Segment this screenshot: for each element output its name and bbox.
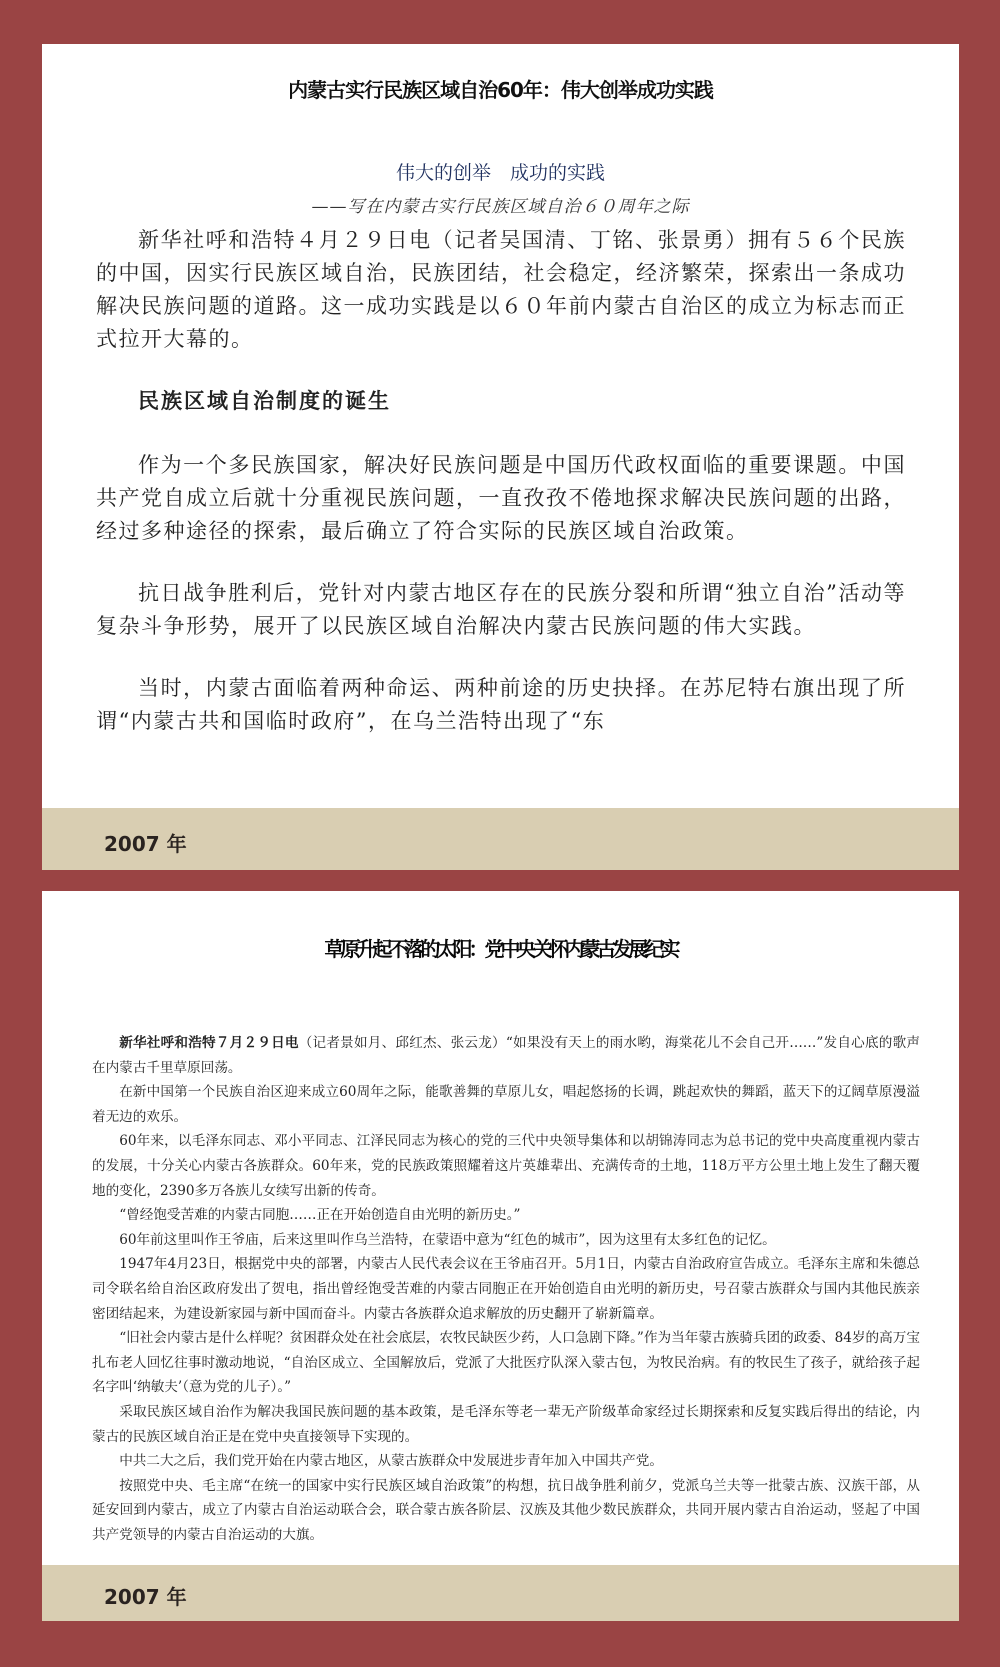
year-label: 2007 年 <box>104 1585 187 1609</box>
article-card-bottom <box>42 891 959 1621</box>
paragraph: 采取民族区域自治作为解决我国民族问题的基本政策，是毛泽东等老一辈无产阶级革命家经过长期探索和反复实践后得出的结论，内蒙古的民族区域自治正是在党中央直接领导下实现的。 <box>92 1403 920 1445</box>
paragraph: 按照党中央、毛主席“在统一的国家中实行民族区域自治政策”的构想，抗日战争胜利前夕，党派乌兰夫等一批蒙古族、汉族干部，从延安回到内蒙古，成立了内蒙古自治运动联合会，联合蒙古族各阶层、汉族及其他少数民族群众，共同开展内蒙古自治运动，竖起了中国共产党领导的内蒙古自治运动的大旗。 <box>92 1477 920 1543</box>
article-body-top <box>96 224 906 767</box>
paragraph: 当时，内蒙古面临着两种命运、两种前途的历史抉择。在苏尼特右旗出现了所谓“内蒙古共和国临时政府”，在乌兰浩特出现了“东 <box>96 676 906 733</box>
year-label: 2007 年 <box>104 832 187 856</box>
year-footer-top <box>42 808 959 870</box>
paragraph <box>92 1031 920 1080</box>
paragraph: 60年来，以毛泽东同志、邓小平同志、江泽民同志为核心的党的三代中央领导集体和以胡锦涛同志为总书记的党中央高度重视内蒙古的发展，十分关心内蒙古各族群众。60年来，党的民族政策照耀着这片英雄辈出、充满传奇的土地，118万平方公里土地上发生了翻天覆地的变化，2390多万各族儿女续写出新的传奇。 <box>92 1133 920 1199</box>
paragraph: “旧社会内蒙古是什么样呢？贫困群众处在社会底层，农牧民缺医少药，人口急剧下降。”作为当年蒙古族骑兵团的政委、84岁的高万宝扎布老人回忆往事时激动地说，“自治区成立、全国解放后，党派了大批医疗队深入蒙古包，为牧民治病。有的牧民生了孩子，就给孩子起名字叫‘纳敏夫’（意为党的儿子）。” <box>92 1330 920 1396</box>
dateline: 新华社呼和浩特７月２９日电 <box>119 1035 299 1051</box>
section-heading: 民族区域自治制度的诞生 <box>138 389 391 413</box>
headline-top: 内蒙古实行民族区域自治60年：伟大创举成功实践 <box>288 78 713 102</box>
paragraph: 新华社呼和浩特４月２９日电（记者吴国清、丁铭、张景勇）拥有５６个民族的中国，因实行民族区域自治，民族团结，社会稳定，经济繁荣，探索出一条成功解决民族问题的道路。这一成功实践是以６０年前内蒙古自治区的成立为标志而正式拉开大幕的。 <box>96 228 906 351</box>
paragraph: 中共二大之后，我们党开始在内蒙古地区，从蒙古族群众中发展进步青年加入中国共产党。 <box>119 1453 663 1470</box>
headline-bottom: 草原升起不落的太阳：党中央关怀内蒙古发展纪实 <box>324 937 677 961</box>
paragraph-text: （记者景如月、邱红杰、张云龙）“如果没有天上的雨水哟，海棠花儿不会自己开……”发自心底的歌声在内蒙古千里草原回荡。 <box>92 1035 921 1076</box>
paragraph: 抗日战争胜利后，党针对内蒙古地区存在的民族分裂和所谓“独立自治”活动等复杂斗争形势，展开了以民族区域自治解决内蒙古民族问题的伟大实践。 <box>96 581 906 638</box>
paragraph: 60年前这里叫作王爷庙，后来这里叫作乌兰浩特，在蒙语中意为“红色的城市”，因为这里有太多红色的记忆。 <box>119 1231 776 1248</box>
paragraph: 在新中国第一个民族自治区迎来成立60周年之际，能歌善舞的草原儿女，唱起悠扬的长调，跳起欢快的舞蹈，蓝天下的辽阔草原漫溢着无边的欢乐。 <box>92 1084 920 1125</box>
paragraph: 1947年4月23日，根据党中央的部署，内蒙古人民代表会议在王爷庙召开。5月1日，内蒙古自治政府宣告成立。毛泽东主席和朱德总司令联名给自治区政府发出了贺电，指出曾经饱受苦难的内蒙古同胞正在开始创造自由光明的新历史，号召蒙古族群众与国内其他民族亲密团结起来，为建设新家园与新中国而奋斗。内蒙古各族群众追求解放的历史翻开了崭新篇章。 <box>92 1256 920 1322</box>
paragraph: “曾经饱受苦难的内蒙古同胞……正在开始创造自由光明的新历史。” <box>119 1207 521 1224</box>
subtitle-top: 伟大的创举 成功的实践 <box>395 162 605 184</box>
year-footer-bottom <box>42 1565 959 1621</box>
paragraph: 作为一个多民族国家，解决好民族问题是中国历代政权面临的重要课题。中国共产党自成立后就十分重视民族问题，一直孜孜不倦地探求解决民族问题的出路，经过多种途径的探索，最后确立了符合实际的民族区域自治政策。 <box>96 453 906 543</box>
article-card-top <box>42 44 959 870</box>
subheading-top: ——写在内蒙古实行民族区域自治６０周年之际 <box>311 197 690 217</box>
article-body-bottom <box>92 1031 920 1547</box>
